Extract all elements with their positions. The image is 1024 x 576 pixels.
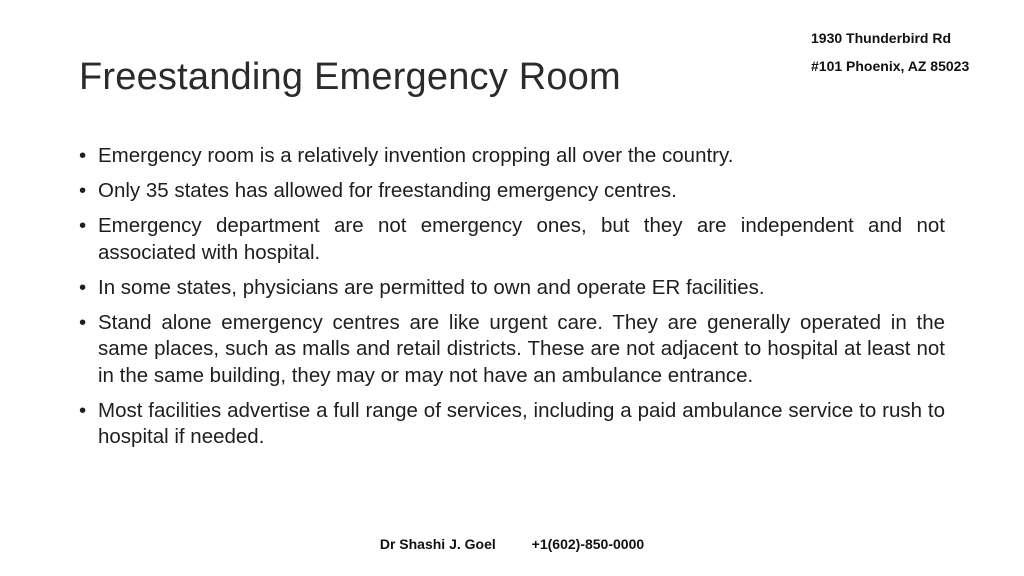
address-line-2: #101 Phoenix, AZ 85023	[811, 58, 970, 74]
bullet-icon: •	[79, 179, 87, 202]
address-block	[811, 24, 969, 80]
bullet-icon: •	[79, 275, 87, 299]
bullet-text: Only 35 states has allowed for freestanding emergency centres.	[98, 179, 677, 202]
bullet-icon: •	[79, 310, 87, 334]
bullet-text: Emergency department are not emergency ones, but they are independent and not associated with hospital.	[98, 214, 945, 264]
footer-phone: +1(602)-850-0000	[531, 536, 645, 552]
bullet-item	[79, 310, 945, 390]
bullet-list	[79, 143, 945, 459]
bullet-icon: •	[79, 214, 87, 237]
bullet-icon: •	[79, 144, 87, 167]
bullet-icon: •	[79, 398, 87, 422]
address-line-1: 1930 Thunderbird Rd	[811, 30, 952, 46]
bullet-text: Emergency room is a relatively invention cropping all over the country.	[98, 144, 734, 167]
bullet-text: Stand alone emergency centres are like urgent care. They are generally operated in the same places, such as malls and retail districts. These are not adjacent to hospital at least not in the same building, they may or may not have an ambulance entrance.	[98, 310, 945, 387]
bullet-item	[79, 213, 945, 266]
bullet-text: In some states, physicians are permitted to own and operate ER facilities.	[98, 275, 765, 299]
bullet-text: Most facilities advertise a full range of services, including a paid ambulance service to rush to hospital if needed.	[98, 398, 945, 448]
footer	[0, 536, 1024, 552]
bullet-item	[79, 398, 945, 451]
bullet-item	[79, 178, 945, 205]
footer-name: Dr Shashi J. Goel	[379, 536, 496, 552]
slide-title: Freestanding Emergency Room	[79, 56, 621, 98]
bullet-item	[79, 143, 945, 170]
bullet-item	[79, 275, 945, 302]
